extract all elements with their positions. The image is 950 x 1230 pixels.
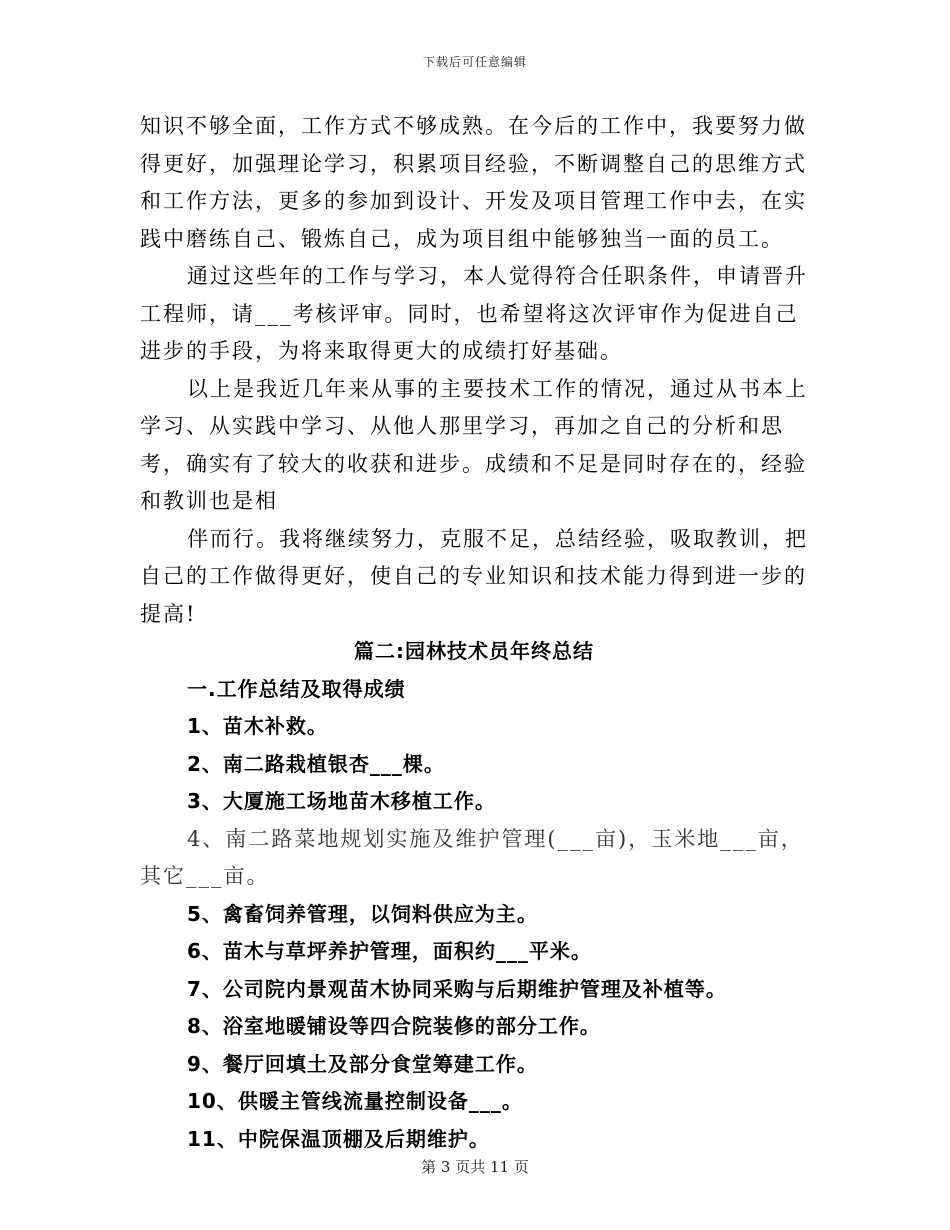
list-item: 10、供暖主管线流量控制设备___。 bbox=[187, 1089, 523, 1113]
document-body bbox=[140, 108, 808, 1158]
list-item: 1、苗木补救。 bbox=[187, 714, 328, 738]
subsection-title: 一.工作总结及取得成绩 bbox=[187, 676, 406, 701]
list-item: 7、公司院内景观苗木协同采购与后期维护管理及补植等。 bbox=[187, 976, 727, 1001]
list-item: 8、浴室地暖铺设等四合院装修的部分工作。 bbox=[187, 1014, 601, 1038]
list-item: 2、南二路栽植银杏___棵。 bbox=[187, 751, 445, 776]
paragraph: 伴而行。我将继续努力，克服不足，总结经验，吸取教训，把自己的工作做得更好，使自己的专业知识和技术能力得到进一步的提高! bbox=[140, 526, 808, 626]
paragraph: 知识不够全面，工作方式不够成熟。在今后的工作中，我要努力做得更好，加强理论学习，积累项目经验，不断调整自己的思维方式和工作方法，更多的参加到设计、开发及项目管理工作中去，在实践中磨练自己、锻炼自己，成为项目组中能够独当一面的员工。 bbox=[140, 114, 807, 251]
section-title: 篇二:园林技术员年终总结 bbox=[354, 639, 594, 663]
list-item: 11、中院保温顶棚及后期维护。 bbox=[187, 1126, 490, 1151]
list-item: 9、餐厅回填土及部分食堂筹建工作。 bbox=[187, 1051, 538, 1076]
paragraph: 以上是我近几年来从事的主要技术工作的情况，通过从书本上学习、从实践中学习、从他人那里学习，再加之自己的分析和思考，确实有了较大的收获和进步。成绩和不足是同时存在的，经验和教训也是相 bbox=[140, 376, 808, 513]
paragraph: 通过这些年的工作与学习，本人觉得符合任职条件，申请晋升工程师，请___考核评审。同时，也希望将这次评审作为促进自己进步的手段，为将来取得更大的成绩打好基础。 bbox=[140, 264, 808, 363]
list-item: 3、大厦施工场地苗木移植工作。 bbox=[187, 789, 496, 813]
list-item: 6、苗木与草坪养护管理，面积约___平米。 bbox=[187, 939, 592, 963]
list-item: 4、南二路菜地规划实施及维护管理(___亩)，玉米地___亩，其它___亩。 bbox=[140, 826, 804, 888]
page-header: 下载后可任意编辑 bbox=[422, 55, 527, 69]
page-footer: 第 3 页共 11 页 bbox=[421, 1158, 529, 1176]
list-item: 5、禽畜饲养管理，以饲料供应为主。 bbox=[187, 901, 538, 926]
